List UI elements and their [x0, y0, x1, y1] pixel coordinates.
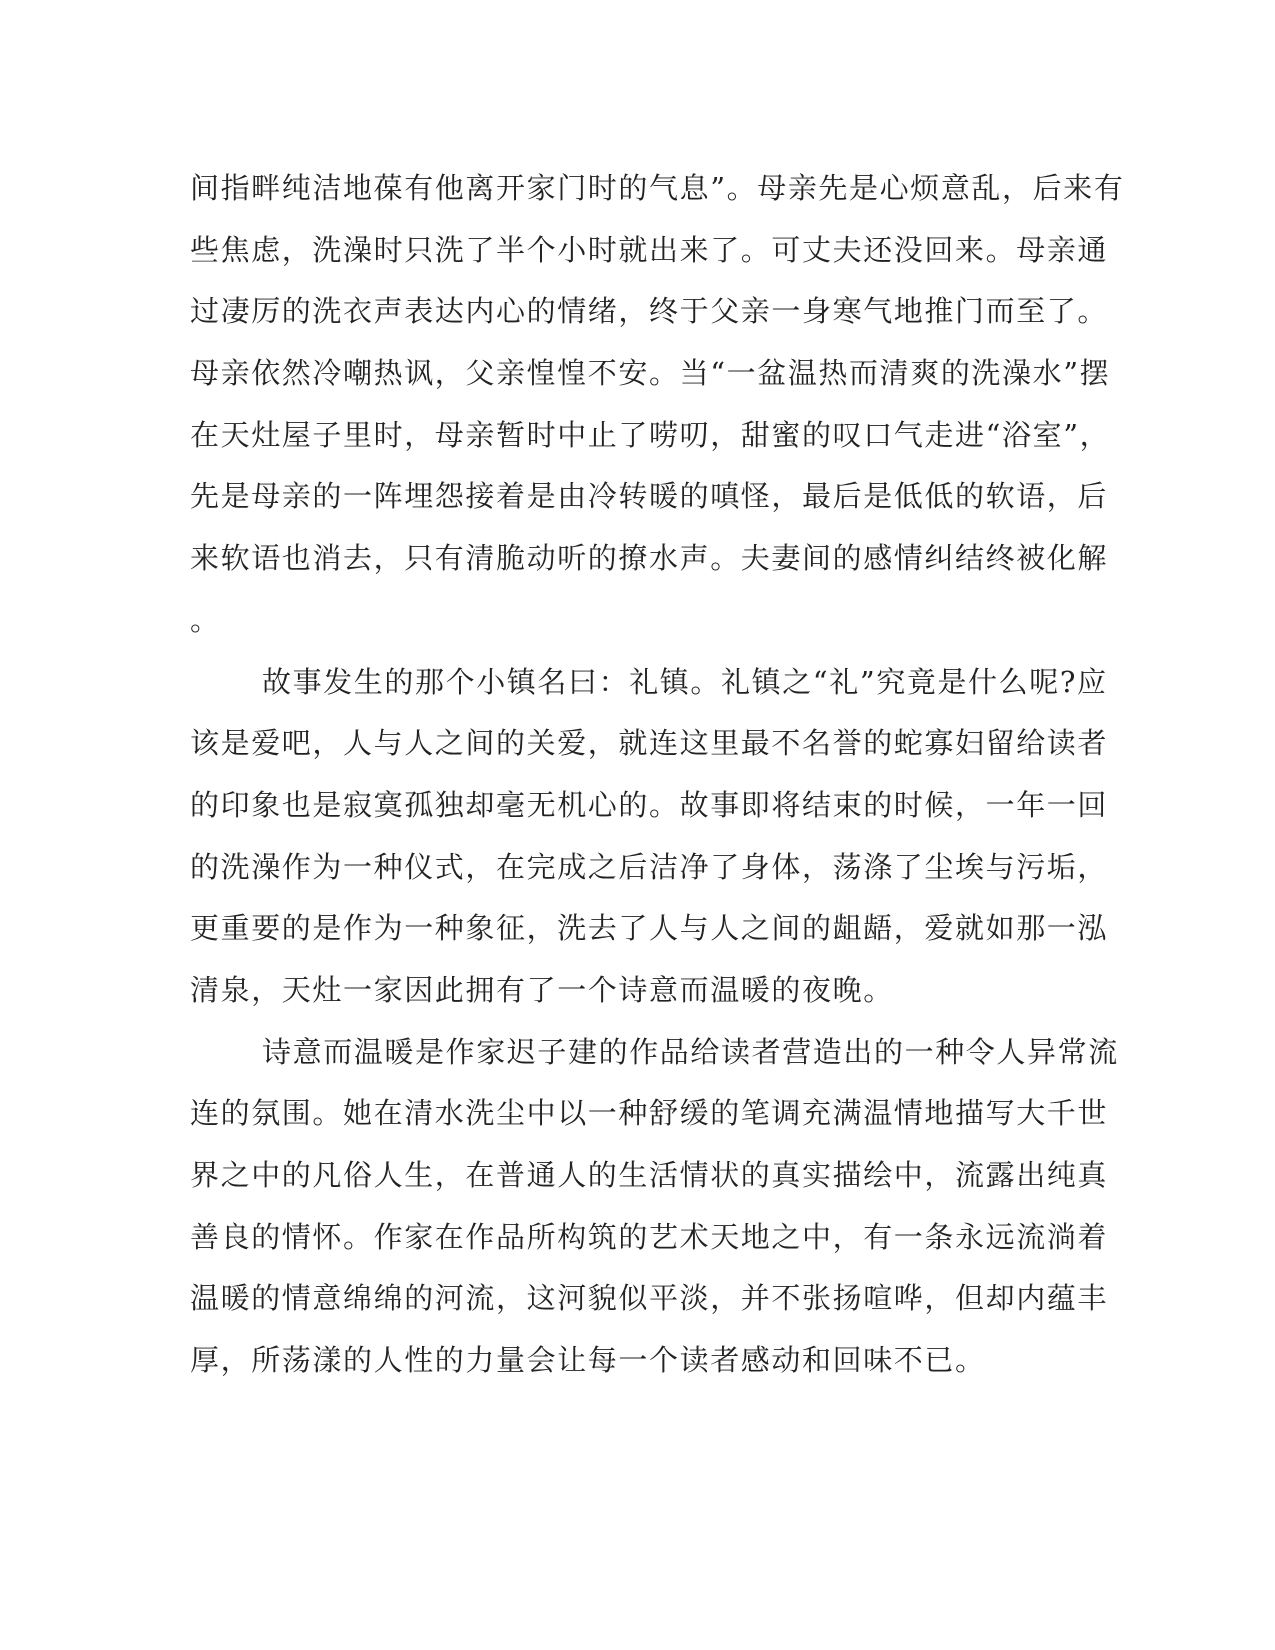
text-line: 母亲依然冷嘲热讽，父亲惶惶不安。当“一盆温热而清爽的洗澡水”摆 — [190, 356, 1111, 391]
body-text — [190, 158, 1125, 1392]
text-line: 过凄厉的洗衣声表达内心的情绪，终于父亲一身寒气地推门而至了。 — [190, 294, 1109, 329]
paragraph-first-line: 故事发生的那个小镇名曰：礼镇。礼镇之“礼”究竟是什么呢?应 — [262, 664, 1108, 699]
text-line: 界之中的凡俗人生，在普通人的生活情状的真实描绘中，流露出纯真 — [190, 1158, 1109, 1192]
text-line: 些焦虑，洗澡时只洗了半个小时就出来了。可丈夫还没回来。母亲通 — [190, 232, 1109, 267]
text-line: 温暖的情意绵绵的河流，这河貌似平淡，并不张扬喧哗，但却内蕴丰 — [190, 1281, 1109, 1316]
text-line: 的印象也是寂寞孤独却毫无机心的。故事即将结束的时候，一年一回 — [190, 787, 1109, 822]
text-line: 的洗澡作为一种仪式，在完成之后洁净了身体，荡涤了尘埃与污垢， — [190, 849, 1109, 884]
text-line: 先是母亲的一阵埋怨接着是由冷转暖的嗔怪，最后是低低的软语，后 — [190, 479, 1109, 514]
text-line: 善良的情怀。作家在作品所构筑的艺术天地之中，有一条永远流淌着 — [190, 1219, 1109, 1254]
text-line: 在天灶屋子里时，母亲暂时中止了唠叨，甜蜜的叹口气走进“浴室”， — [190, 417, 1111, 452]
text-line: 。 — [190, 602, 221, 637]
paragraph-first-line: 诗意而温暖是作家迟子建的作品给读者营造出的一种令人异常流 — [262, 1034, 1119, 1069]
text-line: 该是爱吧，人与人之间的关爱，就连这里最不名誉的蛇寡妇留给读者 — [190, 726, 1109, 761]
text-line: 更重要的是作为一种象征，洗去了人与人之间的龃龉，爱就如那一泓 — [190, 911, 1109, 946]
text-line: 清泉，天灶一家因此拥有了一个诗意而温暖的夜晚。 — [190, 972, 894, 1007]
text-line: 厚，所荡漾的人性的力量会让每一个读者感动和回味不已。 — [190, 1343, 986, 1378]
text-line: 连的氛围。她在清水洗尘中以一种舒缓的笔调充满温情地描写大千世 — [190, 1096, 1109, 1131]
text-line: 来软语也消去，只有清脆动听的撩水声。夫妻间的感情纠结终被化解 — [190, 541, 1109, 576]
text-line: 间指畔纯洁地葆有他离开家门时的气息”。母亲先是心烦意乱，后来有 — [190, 171, 1125, 205]
